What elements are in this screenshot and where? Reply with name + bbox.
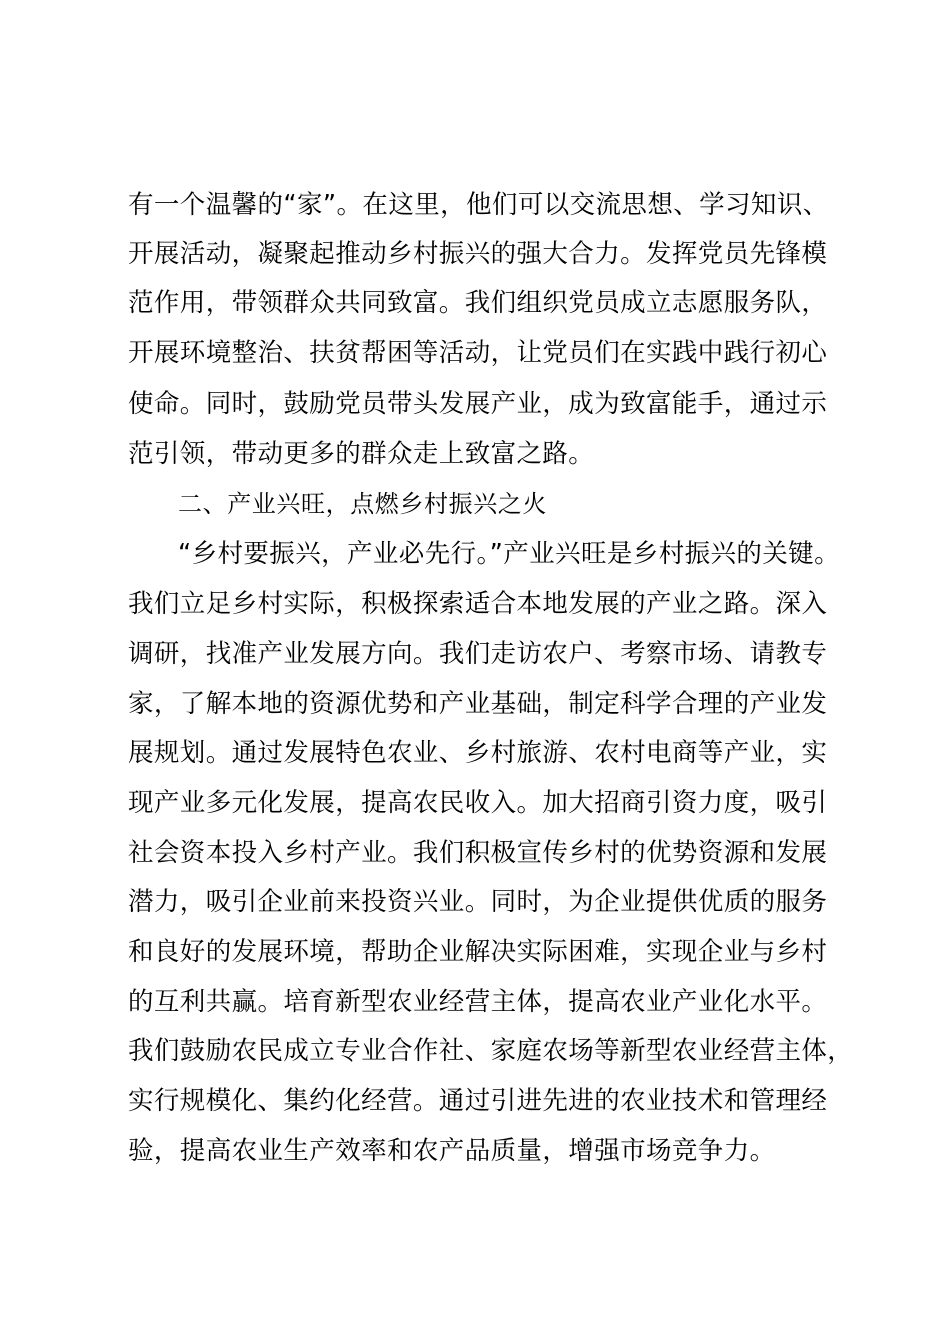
paragraph-line: 开展活动，凝聚起推动乡村振兴的强大合力。发挥党员先锋模 [128,239,828,269]
paragraph-line: 的互利共赢。培育新型农业经营主体，提高农业产业化水平。 [128,987,828,1017]
paragraph-line: 家，了解本地的资源优势和产业基础，制定科学合理的产业发 [128,689,828,719]
paragraph-line: 现产业多元化发展，提高农民收入。加大招商引资力度，吸引 [128,788,828,818]
paragraph-line: 范引领，带动更多的群众走上致富之路。 [128,439,595,469]
paragraph-line: 我们鼓励农民成立专业合作社、家庭农场等新型农业经营主体， [128,1036,854,1066]
paragraph-line: 开展环境整治、扶贫帮困等活动，让党员们在实践中践行初心 [128,338,828,368]
paragraph-line: 使命。同时，鼓励党员带头发展产业，成为致富能手，通过示 [128,389,828,419]
paragraph-line: 有一个温馨的“家”。在这里，他们可以交流思想、学习知识、 [128,190,829,220]
paragraph-line: 和良好的发展环境，帮助企业解决实际困难，实现企业与乡村 [128,937,828,967]
paragraph-line: 社会资本投入乡村产业。我们积极宣传乡村的优势资源和发展 [128,838,828,868]
section-heading: 二、产业兴旺，点燃乡村振兴之火 [178,490,547,518]
paragraph-line: 展规划。通过发展特色农业、乡村旅游、农村电商等产业，实 [128,738,828,768]
paragraph-line: “乡村要振兴，产业必先行。”产业兴旺是乡村振兴的关键。 [178,539,840,569]
paragraph-line: 验，提高农业生产效率和农产品质量，增强市场竞争力。 [128,1136,776,1166]
paragraph-line: 范作用，带领群众共同致富。我们组织党员成立志愿服务队， [128,288,828,318]
paragraph-line: 实行规模化、集约化经营。通过引进先进的农业技术和管理经 [128,1086,828,1116]
paragraph-line: 调研，找准产业发展方向。我们走访农户、考察市场、请教专 [128,639,828,669]
paragraph-line: 我们立足乡村实际，积极探索适合本地发展的产业之路。深入 [128,589,828,619]
paragraph-line: 潜力，吸引企业前来投资兴业。同时，为企业提供优质的服务 [128,887,828,917]
